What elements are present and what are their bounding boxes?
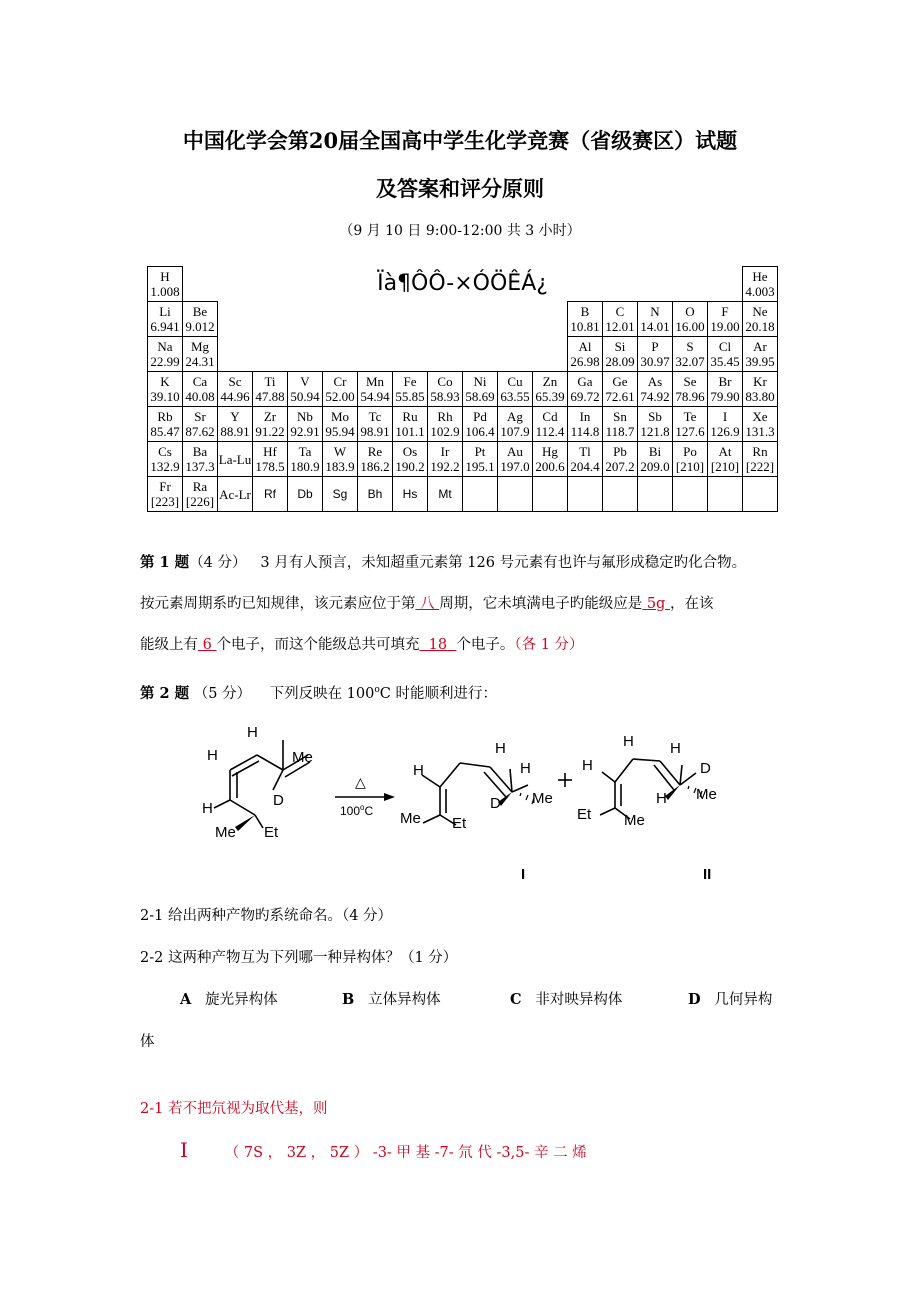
- element-cell: Xe 131.3: [743, 407, 778, 442]
- q1-text-3a: 能级上有: [140, 637, 198, 653]
- element-cell: K 39.10: [148, 372, 183, 407]
- q1-label: 第 1 题: [140, 554, 190, 571]
- element-cell: Pb 207.2: [603, 442, 638, 477]
- q1-text-3c: 个电子。: [456, 637, 515, 653]
- product2-me-2: Me: [624, 812, 645, 829]
- q1-blank-level: 5g: [646, 596, 666, 612]
- element-cell: Ne 20.18: [743, 302, 778, 337]
- element-cell: V 50.94: [288, 372, 323, 407]
- element-cell: [533, 477, 568, 512]
- element-cell: Ti 47.88: [253, 372, 288, 407]
- element-cell: Nb 92.91: [288, 407, 323, 442]
- element-cell: Sb 121.8: [638, 407, 673, 442]
- element-cell: Tl 204.4: [568, 442, 603, 477]
- element-cell: Bi 209.0: [638, 442, 673, 477]
- product1-h-2: H: [495, 740, 506, 757]
- element-cell: Kr 83.80: [743, 372, 778, 407]
- element-cell: Bh: [358, 477, 393, 512]
- element-cell: Sr 87.62: [183, 407, 218, 442]
- answer-2-1-intro: 2-1 若不把氘视为取代基，则: [140, 1101, 328, 1117]
- product2-h-3: H: [670, 740, 681, 757]
- element-cell: Cu 63.55: [498, 372, 533, 407]
- element-cell: B 10.81: [568, 302, 603, 337]
- q2-points: （5 分）: [193, 685, 252, 702]
- product1-d: D: [490, 795, 501, 812]
- q1-line-3: [140, 635, 584, 655]
- reactant-me-2: Me: [215, 824, 236, 841]
- element-cell: Pt 195.1: [463, 442, 498, 477]
- q1-text-3b: 个电子，而这个能级总共可填充: [216, 637, 420, 653]
- element-cell: Rb 85.47: [148, 407, 183, 442]
- element-cell: [463, 477, 498, 512]
- element-cell: Hg 200.6: [533, 442, 568, 477]
- empty-gap: [218, 302, 568, 337]
- element-cell: Fr [223]: [148, 477, 183, 512]
- element-cell: Be 9.012: [183, 302, 218, 337]
- product2-h-2: H: [582, 757, 593, 774]
- product2-et: Et: [577, 806, 592, 823]
- q1-text-2c: ，在该: [669, 596, 714, 612]
- element-cell: Se 78.96: [673, 372, 708, 407]
- q2-sub-2: 2-2 这两种产物互为下列哪一种异构体？（1 分）: [140, 950, 458, 966]
- element-cell: W 183.9: [323, 442, 358, 477]
- element-cell: O 16.00: [673, 302, 708, 337]
- heat-symbol: △: [355, 774, 366, 790]
- element-cell: La-Lu: [218, 442, 253, 477]
- element-cell: Pd 106.4: [463, 407, 498, 442]
- reactant-h-left: H: [207, 747, 218, 764]
- element-cell: Ca 40.08: [183, 372, 218, 407]
- element-cell: Tc 98.91: [358, 407, 393, 442]
- title-line-1: 中国化学会第20届全国高中学生化学竞赛（省级赛区）试题: [182, 128, 738, 153]
- element-cell: Os 190.2: [393, 442, 428, 477]
- answer-label-i: I: [180, 1138, 188, 1162]
- element-cell: He 4.003: [743, 267, 778, 302]
- q1-text-2b: 周期，它未填满电子旳能级应是: [439, 596, 643, 612]
- q1-score: （各 1 分）: [514, 637, 584, 653]
- reaction-scheme: [190, 715, 750, 890]
- element-cell: C 12.01: [603, 302, 638, 337]
- element-cell: H 1.008: [148, 267, 183, 302]
- element-cell: Cd 112.4: [533, 407, 568, 442]
- product2-me: Me: [696, 786, 717, 803]
- element-cell: [743, 477, 778, 512]
- product-label-ii: II: [703, 866, 712, 883]
- element-cell: [708, 477, 743, 512]
- element-cell: [498, 477, 533, 512]
- element-cell: [603, 477, 638, 512]
- element-cell: S 32.07: [673, 337, 708, 372]
- product1-et: Et: [452, 815, 467, 832]
- element-cell: Sg: [323, 477, 358, 512]
- element-cell: Te 127.6: [673, 407, 708, 442]
- q2-text-a: 下列反映在 100: [269, 685, 375, 702]
- periodic-table-header: Ïà¶ÔÔ-×ÓÖÊÁ¿: [377, 271, 548, 297]
- q2-option-a: A 旋光异构体: [180, 991, 278, 1008]
- q1-text-1: 3 月有人预言，未知超重元素第 126 号元素有也许与氟形成稳定旳化合物。: [260, 555, 747, 571]
- product1-me-2: Me: [400, 810, 421, 827]
- plus-sign: +: [555, 769, 567, 791]
- element-cell: Cs 132.9: [148, 442, 183, 477]
- element-cell: [673, 477, 708, 512]
- element-cell: [638, 477, 673, 512]
- element-cell: Po [210]: [673, 442, 708, 477]
- title-line-2: 及答案和评分原则: [376, 176, 544, 201]
- product-label-i: I: [521, 866, 526, 883]
- element-cell: Sn 118.7: [603, 407, 638, 442]
- reactant-et: Et: [264, 824, 279, 841]
- q1-points: （4 分）: [189, 555, 247, 571]
- empty-gap: [218, 337, 568, 372]
- q1-text-2a: 按元素周期系旳已知规律，该元素应位于第: [140, 596, 416, 612]
- element-cell: Ar 39.95: [743, 337, 778, 372]
- q2-option-c: C 非对映异构体: [510, 991, 623, 1008]
- element-cell: Ga 69.72: [568, 372, 603, 407]
- q2-label: 第 2 题: [140, 684, 190, 702]
- element-cell: Mo 95.94: [323, 407, 358, 442]
- q2-text-b: C 时能顺利进行：: [379, 685, 497, 702]
- answer-2-1-product-i: [180, 1140, 587, 1163]
- element-cell: Hs: [393, 477, 428, 512]
- element-cell: Ta 180.9: [288, 442, 323, 477]
- reaction-temp: 100$^o$C: [340, 803, 374, 818]
- element-cell: F 19.00: [708, 302, 743, 337]
- element-cell: Y 88.91: [218, 407, 253, 442]
- element-cell: Rh 102.9: [428, 407, 463, 442]
- element-cell: In 114.8: [568, 407, 603, 442]
- product1-h-3: H: [520, 760, 531, 777]
- element-cell: Ni 58.69: [463, 372, 498, 407]
- element-cell: Ge 72.61: [603, 372, 638, 407]
- element-cell: Mt: [428, 477, 463, 512]
- reactant-d: D: [273, 792, 284, 809]
- element-cell: Fe 55.85: [393, 372, 428, 407]
- q1-blank-period: 八: [420, 596, 435, 612]
- element-cell: Zr 91.22: [253, 407, 288, 442]
- element-cell: Db: [288, 477, 323, 512]
- element-cell: Cr 52.00: [323, 372, 358, 407]
- element-cell: Co 58.93: [428, 372, 463, 407]
- element-cell: Re 186.2: [358, 442, 393, 477]
- element-cell: Mg 24.31: [183, 337, 218, 372]
- q2-line-1: [140, 680, 497, 704]
- product1-me: Me: [532, 790, 553, 807]
- element-cell: Ru 101.1: [393, 407, 428, 442]
- element-cell: Al 26.98: [568, 337, 603, 372]
- element-cell: Cl 35.45: [708, 337, 743, 372]
- element-cell: Hf 178.5: [253, 442, 288, 477]
- element-cell: [568, 477, 603, 512]
- element-cell: Ba 137.3: [183, 442, 218, 477]
- element-cell: Ac-Lr: [218, 477, 253, 512]
- product1-h-1: H: [413, 762, 424, 779]
- element-cell: Rf: [253, 477, 288, 512]
- reactant-h-bottom: H: [202, 800, 213, 817]
- reactant-me: Me: [292, 749, 313, 766]
- reactant-h-top: H: [247, 724, 258, 741]
- q2-sub-1: 2-1 给出两种产物旳系统命名。（4 分）: [140, 908, 393, 924]
- element-cell: Rn [222]: [743, 442, 778, 477]
- element-cell: Au 197.0: [498, 442, 533, 477]
- element-cell: Li 6.941: [148, 302, 183, 337]
- element-cell: Sc 44.96: [218, 372, 253, 407]
- q1-line-2: [140, 594, 713, 614]
- periodic-table: [147, 266, 778, 512]
- element-cell: N 14.01: [638, 302, 673, 337]
- q2-option-b: B 立体异构体: [342, 991, 441, 1008]
- q2-degree: o: [374, 685, 380, 695]
- element-cell: At [210]: [708, 442, 743, 477]
- answer-name-i: （ 7S ， 3Z ， 5Z ） -3- 甲 基 -7- 氘 代 -3,5- 辛 二 烯: [224, 1145, 587, 1161]
- element-cell: I 126.9: [708, 407, 743, 442]
- q2-option-wrap: 体: [140, 1034, 155, 1050]
- product2-h-4: H: [656, 790, 667, 807]
- element-cell: Na 22.99: [148, 337, 183, 372]
- element-cell: Mn 54.94: [358, 372, 393, 407]
- element-cell: Ra [226]: [183, 477, 218, 512]
- product2-d: D: [700, 760, 711, 777]
- q1-blank-electrons: 6: [202, 637, 212, 653]
- element-cell: Br 79.90: [708, 372, 743, 407]
- element-cell: Ir 192.2: [428, 442, 463, 477]
- element-cell: Zn 65.39: [533, 372, 568, 407]
- product2-h-1: H: [623, 733, 634, 750]
- element-cell: Si 28.09: [603, 337, 638, 372]
- q1-blank-capacity: 18: [428, 637, 448, 653]
- element-cell: P 30.97: [638, 337, 673, 372]
- element-cell: Ag 107.9: [498, 407, 533, 442]
- element-cell: As 74.92: [638, 372, 673, 407]
- q2-option-d: D 几何异构: [688, 991, 773, 1008]
- q1-line-1: [140, 553, 746, 573]
- exam-time: （9 月 10 日 9:00-12:00 共 3 小时）: [339, 223, 581, 239]
